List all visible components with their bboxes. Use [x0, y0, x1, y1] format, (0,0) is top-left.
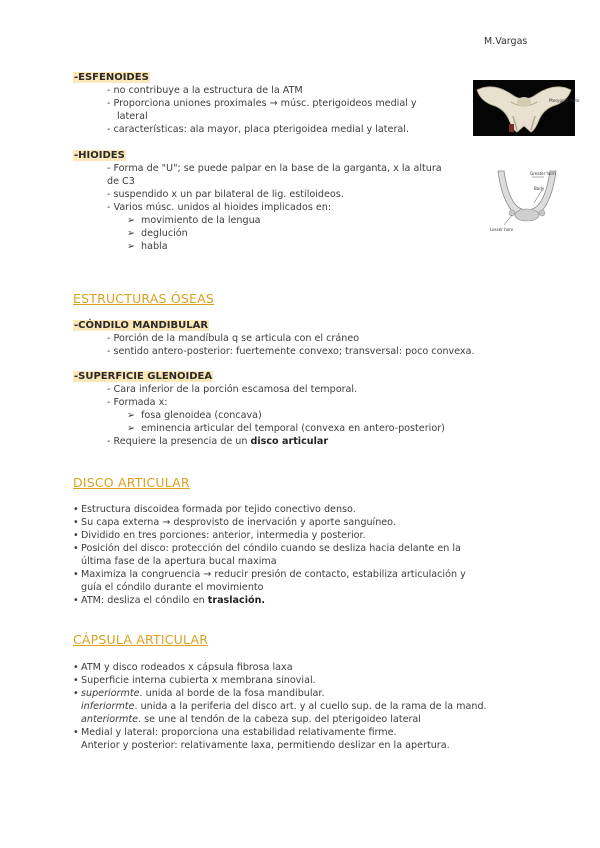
arrow-icon: ➢	[127, 410, 136, 421]
hioides-subitem: ➢ habla	[127, 241, 168, 252]
hyoid-bone-illustration	[486, 163, 568, 235]
sphenoid-bone-image	[473, 80, 580, 136]
capsula-bullet: • Medial y lateral: proporciona una estabilidad relativamente firme.	[73, 727, 397, 738]
condilo-item: - Porción de la mandíbula q se articula con el cráneo	[107, 333, 360, 344]
superficie-title-wrap	[73, 371, 213, 383]
bullet-icon: •	[73, 569, 79, 580]
hioides-item: - Forma de "U"; se puede palpar en la base de la garganta, x la altura	[107, 163, 442, 174]
hioides-item: - suspendido x un par bilateral de lig. estiloideos.	[107, 189, 344, 200]
disco-bullet: • Estructura discoidea formada por tejido conectivo denso.	[73, 504, 356, 515]
section-heading-estructuras-oseas: ESTRUCTURAS ÓSEAS	[73, 291, 215, 306]
condilo-item: - sentido antero-posterior: fuertemente convexo; transversal: poco convexa.	[107, 346, 475, 357]
hioides-item: de C3	[107, 176, 135, 187]
hyoid-label-greater: Greater horn	[530, 171, 556, 176]
superficie-item: - Requiere la presencia de un disco articular	[107, 436, 329, 447]
author-name: M.Vargas	[484, 36, 528, 47]
arrow-icon: ➢	[127, 241, 136, 252]
capsula-subline: inferiormte. unida a la periferia del disco art. y al cuello sup. de la rama de la mand.	[81, 701, 487, 712]
capsula-bullet: • ATM y disco rodeados x cápsula fibrosa laxa	[73, 662, 293, 673]
hioides-title-wrap	[73, 150, 126, 162]
esfenoides-item: - Proporciona uniones proximales → músc. pterigoideos medial y	[107, 98, 417, 109]
capsula-bullet: • superiormte. unida al borde de la fosa mandibular.	[73, 688, 325, 699]
bullet-icon: •	[73, 727, 79, 738]
disco-bullet-continuation: guía el cóndilo durante el movimiento	[81, 582, 264, 593]
superficie-item: - Cara inferior de la porción escamosa del temporal.	[107, 384, 358, 395]
section-heading-disco-articular: DISCO ARTICULAR	[73, 475, 190, 490]
bullet-icon: •	[73, 517, 79, 528]
arrow-icon: ➢	[127, 215, 136, 226]
hioides-title: -HIOIDES	[74, 150, 125, 161]
capsula-subline: anteriormte. se une al tendón de la cabeza sup. del pterigoideo lateral	[81, 714, 421, 725]
disco-bullet: • Dividido en tres porciones: anterior, intermedia y posterior.	[73, 530, 366, 541]
sphenoid-image-label: Pterygoid Plate	[549, 98, 580, 103]
hioides-subitem: ➢ movimiento de la lengua	[127, 215, 261, 226]
disco-bullet: • ATM: desliza el cóndilo en traslación.	[73, 595, 266, 606]
esfenoides-item: - características: ala mayor, placa pterigoidea medial y lateral.	[107, 124, 410, 135]
bullet-icon: •	[73, 662, 79, 673]
esfenoides-title-wrap	[73, 72, 150, 84]
bullet-icon: •	[73, 595, 79, 606]
disco-bullet-continuation: última fase de la apertura bucal maxima	[81, 556, 277, 567]
section-heading-capsula-articular: CÁPSULA ARTICULAR	[73, 632, 209, 647]
sphenoid-bone-illustration	[473, 80, 580, 136]
bullet-icon: •	[73, 530, 79, 541]
disco-bullet: • Maximiza la congruencia → reducir presión de contacto, estabiliza articulación y	[73, 569, 466, 580]
bullet-icon: •	[73, 675, 79, 686]
arrow-icon: ➢	[127, 228, 136, 239]
superficie-subitem: ➢ eminencia articular del temporal (convexa en antero-posterior)	[127, 423, 445, 434]
condilo-title-wrap	[73, 320, 209, 332]
hioides-item: - Varios músc. unidos al hioides implicados en:	[107, 202, 332, 213]
condilo-title: -CÓNDILO MANDIBULAR	[74, 320, 209, 331]
hyoid-label-body: Body	[534, 186, 545, 191]
bullet-icon: •	[73, 688, 79, 699]
arrow-icon: ➢	[127, 423, 136, 434]
superficie-subitem: ➢ fosa glenoidea (concava)	[127, 410, 262, 421]
hyoid-label-lesser: Lesser horn	[490, 227, 514, 232]
bullet-icon: •	[73, 543, 79, 554]
superficie-item: - Formada x:	[107, 397, 168, 408]
bullet-icon: •	[73, 504, 79, 515]
esfenoides-title: -ESFENOIDES	[74, 72, 149, 83]
capsula-bullet: • Superficie interna cubierta x membrana sinovial.	[73, 675, 316, 686]
disco-bullet: • Su capa externa → desprovisto de inervación y aporte sanguíneo.	[73, 517, 396, 528]
esfenoides-item: lateral	[117, 111, 148, 122]
superficie-title: -SUPERFICIE GLENOIDEA	[74, 371, 213, 382]
hioides-subitem: ➢ deglución	[127, 228, 188, 239]
esfenoides-item: - no contribuye a la estructura de la ATM	[107, 85, 303, 96]
disco-bullet: • Posición del disco: protección del cóndilo cuando se desliza hacia delante en la	[73, 543, 461, 554]
capsula-subline: Anterior y posterior: relativamente laxa, permitiendo deslizar en la apertura.	[81, 740, 450, 751]
hyoid-bone-image	[486, 163, 568, 235]
